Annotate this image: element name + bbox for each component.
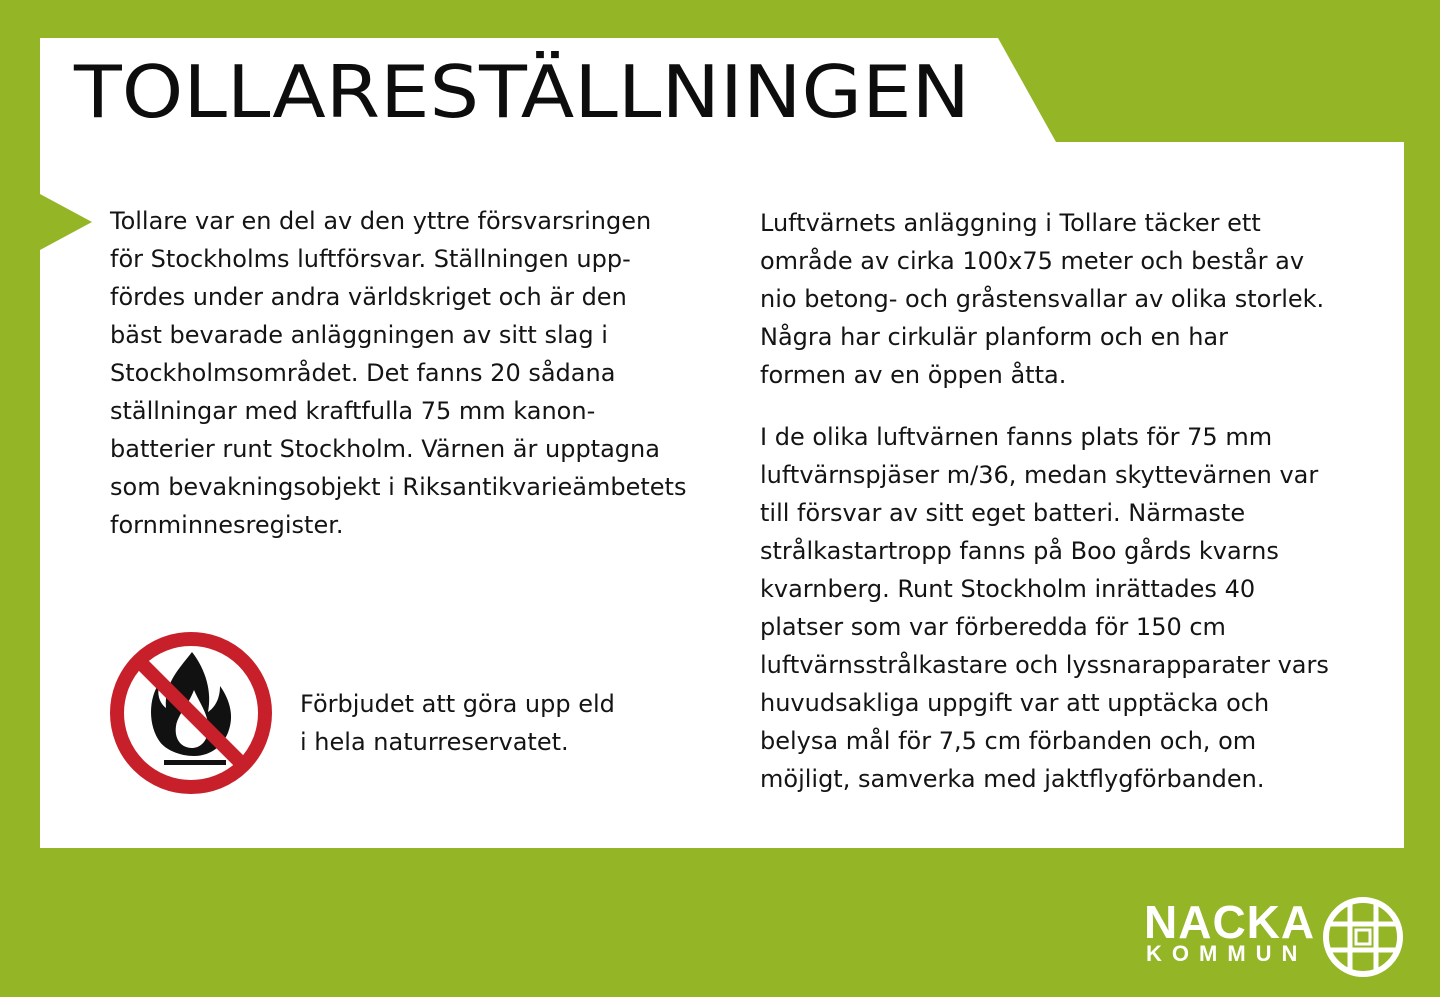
notice-line: Förbjudet att göra upp eld — [300, 690, 615, 718]
text-line: fornminnesregister. — [110, 511, 344, 539]
notice-line: i hela naturreservatet. — [300, 728, 569, 756]
text-line: I de olika luftvärnen fanns plats för 75 mm — [760, 423, 1273, 451]
text-line: Stockholmsområdet. Det fanns 20 sådana — [110, 359, 616, 387]
text-line: Luftvärnets anläggning i Tollare täcker ett — [760, 209, 1261, 237]
text-line: fördes under andra världskriget och är den — [110, 283, 627, 311]
text-line: ställningar med kraftfulla 75 mm kanon- — [110, 397, 596, 425]
paragraph-facility — [760, 204, 1329, 394]
text-line: luftvärnspjäser m/36, medan skyttevärnen var — [760, 461, 1319, 489]
text-line: luftvärnsstrålkastare och lyssnarapparater vars — [760, 651, 1329, 679]
text-line: platser som var förberedda för 150 cm — [760, 613, 1226, 641]
nacka-emblem-icon — [1322, 896, 1404, 978]
paragraph-weapons — [760, 418, 1329, 798]
text-line: bäst bevarade anläggningen av sitt slag i — [110, 321, 608, 349]
nacka-kommun-logo — [1144, 897, 1414, 977]
text-line: för Stockholms luftförsvar. Ställningen upp- — [110, 245, 631, 273]
details-text — [760, 204, 1329, 798]
intro-text — [110, 202, 686, 544]
no-open-fire-icon — [108, 630, 274, 796]
logo-name: NACKA — [1144, 896, 1316, 948]
text-line: huvudsakliga uppgift var att upptäcka och — [760, 689, 1270, 717]
text-line: kvarnberg. Runt Stockholm inrättades 40 — [760, 575, 1256, 603]
fire-prohibition-notice — [300, 685, 615, 761]
text-line: till försvar av sitt eget batteri. Närmaste — [760, 499, 1246, 527]
text-line: belysa mål för 7,5 cm förbanden och, om — [760, 727, 1257, 755]
text-line: strålkastartropp fanns på Boo gårds kvarns — [760, 537, 1279, 565]
text-line: möjligt, samverka med jaktflygförbanden. — [760, 765, 1265, 793]
text-line: batterier runt Stockholm. Värnen är upptagna — [110, 435, 660, 463]
text-line: som bevakningsobjekt i Riksantikvarieämbetets — [110, 473, 687, 501]
logo-subtitle: KOMMUN — [1146, 941, 1308, 966]
page-title: TOLLARESTÄLLNINGEN — [74, 50, 970, 134]
text-line: Några har cirkulär planform och en har — [760, 323, 1228, 351]
text-line: Tollare var en del av den yttre försvarsringen — [110, 207, 652, 235]
text-line: formen av en öppen åtta. — [760, 361, 1067, 389]
text-line: område av cirka 100x75 meter och består av — [760, 247, 1305, 275]
text-line: nio betong- och gråstensvallar av olika storlek. — [760, 285, 1325, 313]
